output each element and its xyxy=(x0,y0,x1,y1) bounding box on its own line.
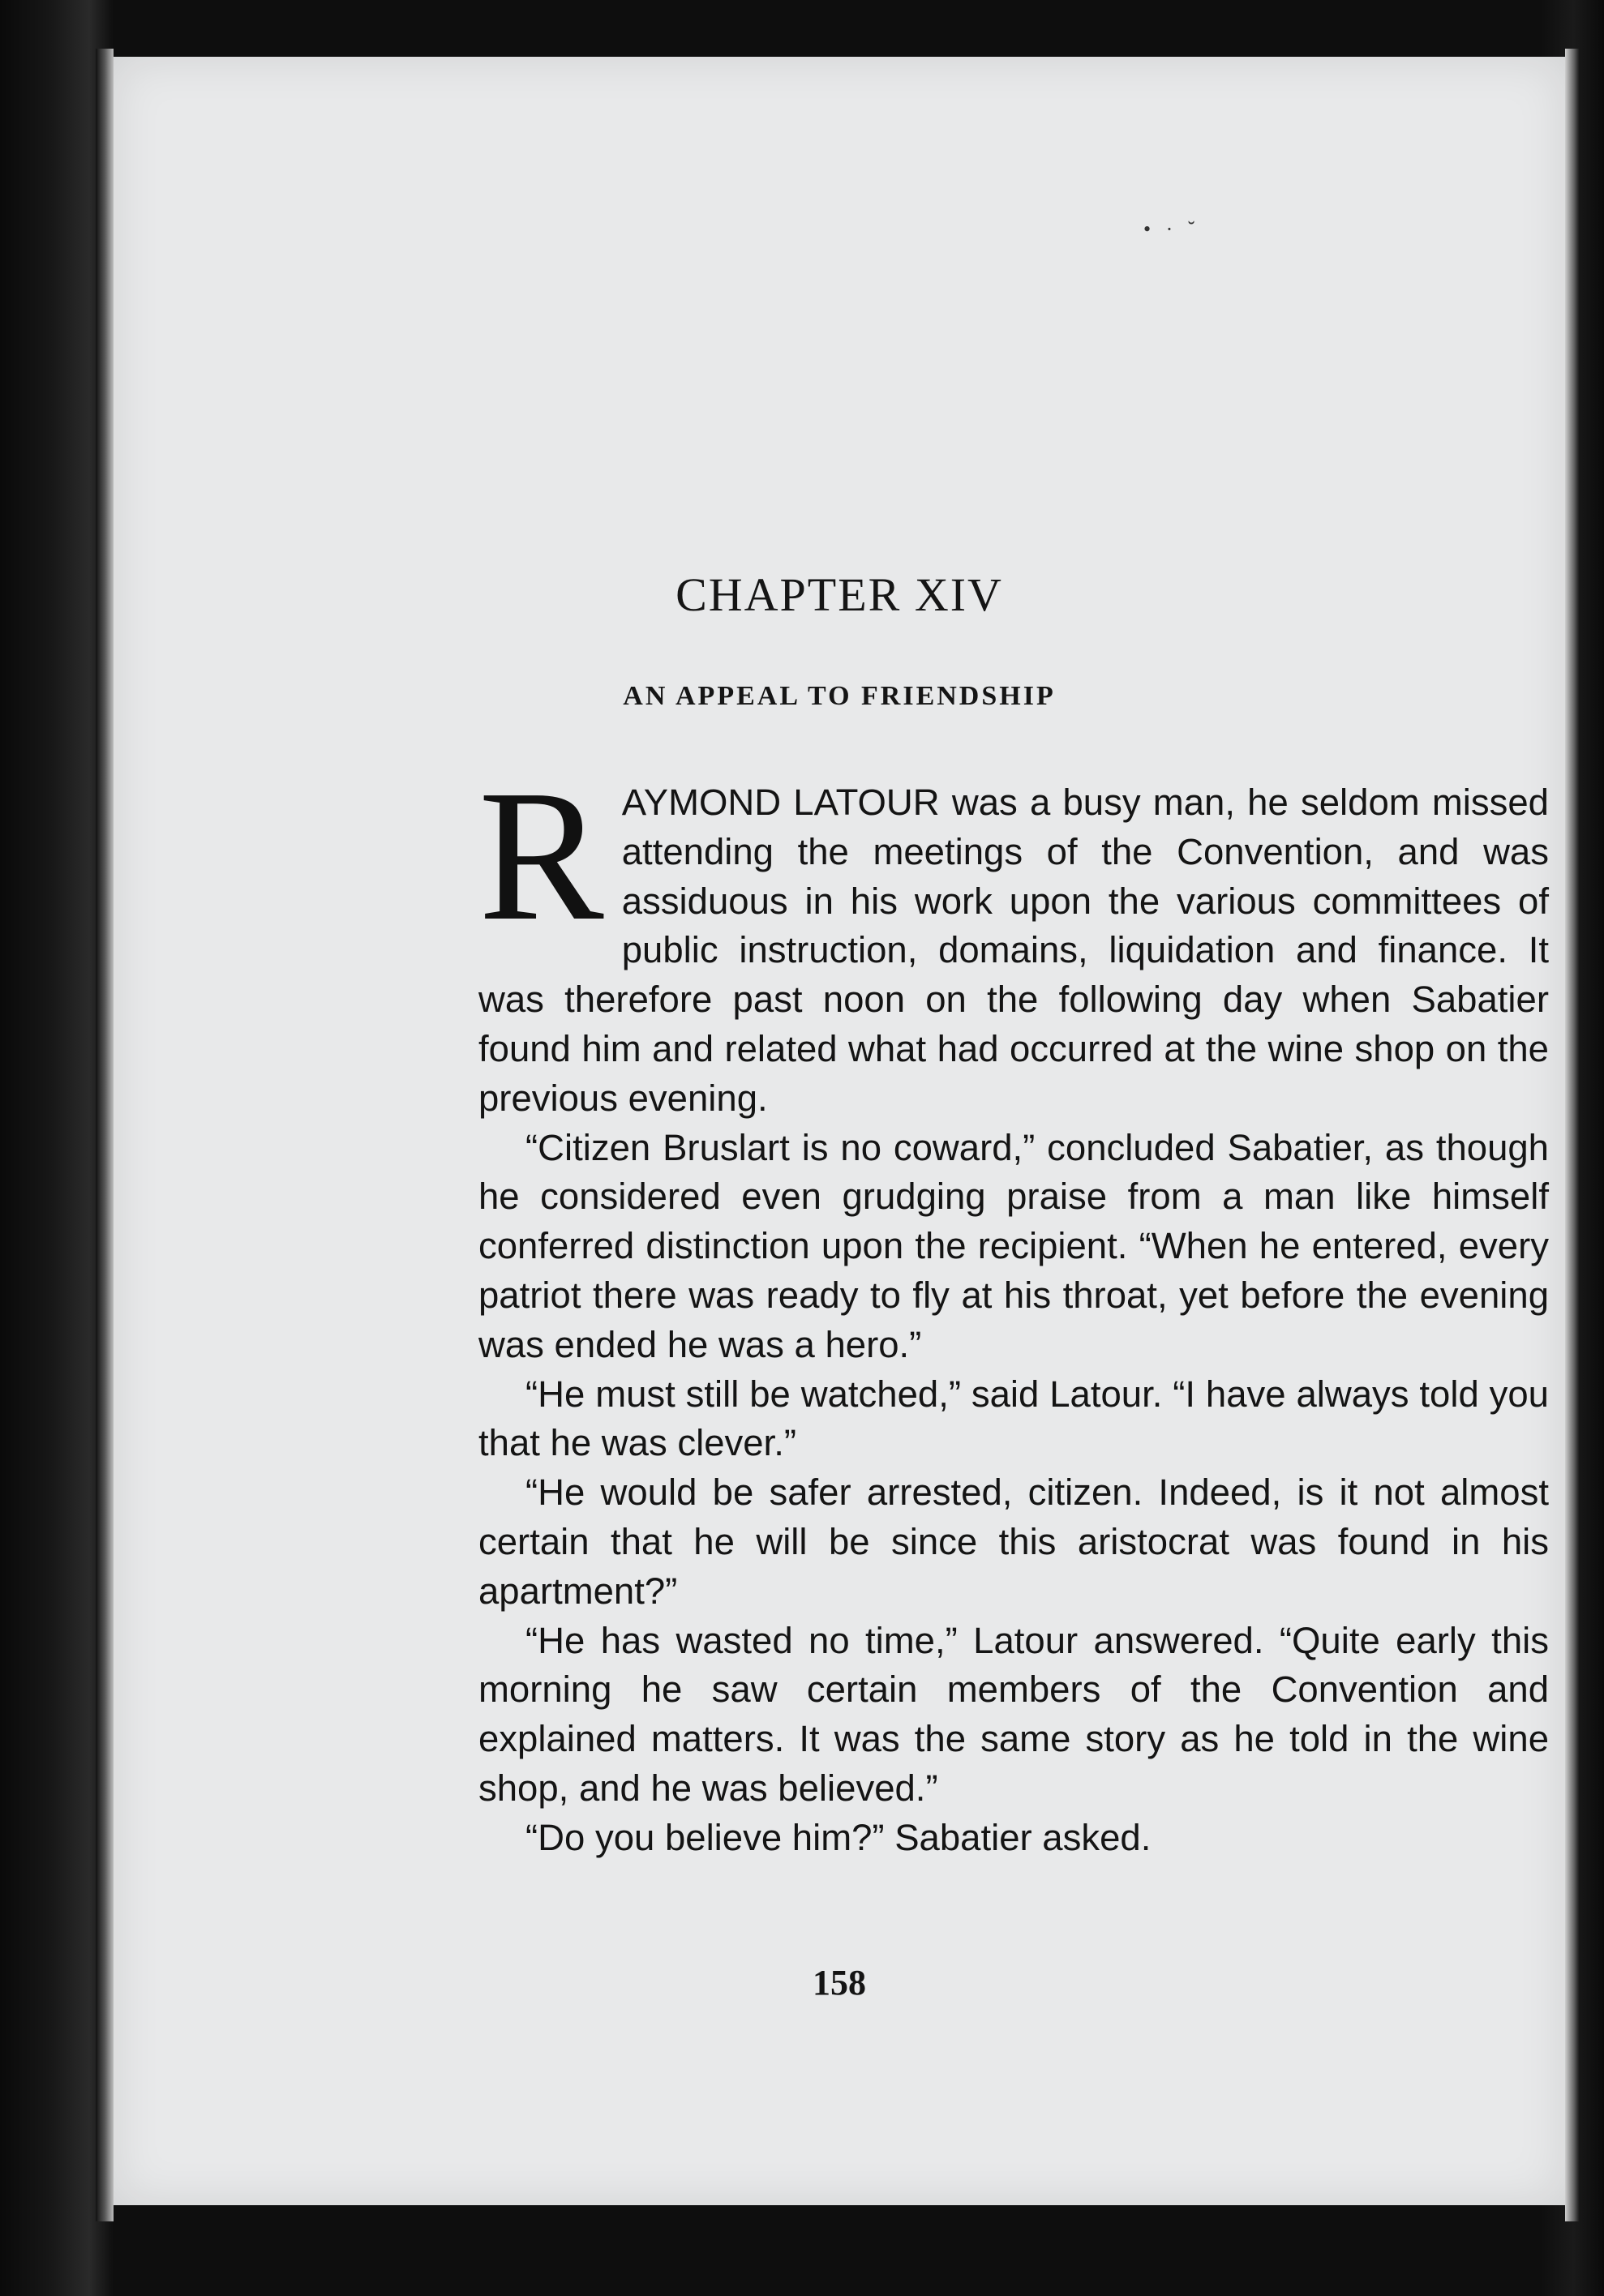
page-edge-right xyxy=(1565,49,1580,2221)
paragraph-6: “Do you believe him?” Sabatier asked. xyxy=(525,1816,1152,1858)
paragraph-4: “He would be safer arrested, citizen. Indeed, is it not almost certain that he will be since this aristocrat was found in his apartment?” xyxy=(478,1471,1549,1612)
drop-cap: R xyxy=(478,752,604,960)
page-number: 158 xyxy=(813,1963,866,2003)
paragraph-1-text: AYMOND LATOUR was a busy man, he seldom missed attending the meetings of the Convention, and was assiduous in his work upon the various committees of public instruction, domains, liquidation and finance. It was therefore past noon on the following day when Sabatier found him and related what had occurred at the wine shop on the previous evening. xyxy=(478,782,1549,1119)
paragraph-1 xyxy=(478,752,1549,1124)
chapter-title: CHAPTER XIV xyxy=(675,568,1003,621)
paragraph-2: “Citizen Bruslart is no coward,” concluded Sabatier, as though he considered even grudging praise from a man like himself conferred distinction upon the recipient. “When he entered, every patriot there was ready to fly at his throat, yet before the evening was ended he was a hero.” xyxy=(478,1126,1549,1365)
chapter-subtitle: AN APPEAL TO FRIENDSHIP xyxy=(623,681,1056,711)
page-edge-left xyxy=(96,49,114,2221)
ink-marks: • · ˘ xyxy=(1143,217,1200,241)
chapter-body xyxy=(478,752,1549,1863)
paragraph-3: “He must still be watched,” said Latour. “I have always told you that he was clever.” xyxy=(478,1373,1549,1464)
paragraph-5: “He has wasted no time,” Latour answered. “Quite early this morning he saw certain members of the Convention and explained matters. It was the same story as he told in the wine shop, and he was believed.” xyxy=(478,1619,1549,1809)
book-page xyxy=(114,57,1565,2205)
